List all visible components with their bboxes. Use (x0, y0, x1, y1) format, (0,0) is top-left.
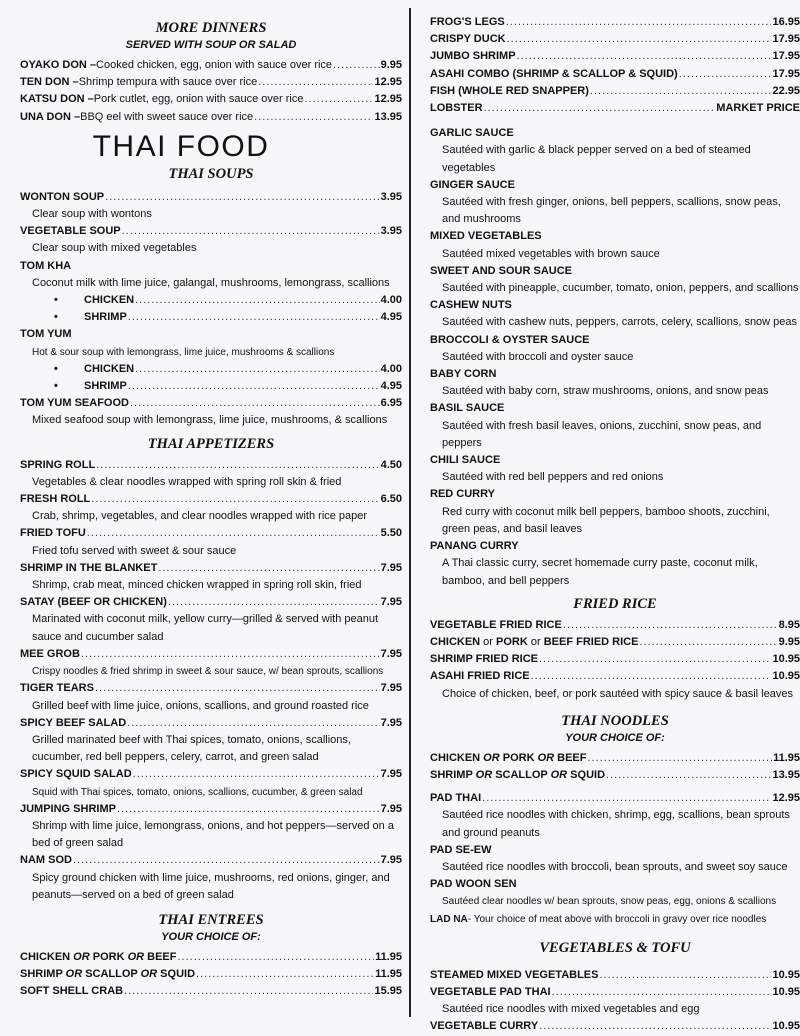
menu-item-tom-kha: TOM KHA (20, 259, 72, 272)
name-part: BEEF FRIED RICE (543, 635, 639, 648)
dot-leader (87, 525, 380, 542)
item-name: FRESH ROLL (20, 493, 91, 506)
menu-item-fried-rice (430, 634, 800, 651)
name-part: SQUID (157, 968, 196, 981)
item-description: Sautéed rice noodles with mixed vegetables and egg (442, 1003, 700, 1016)
menu-item-appetizer (20, 715, 402, 732)
option-price: 4.95 (380, 311, 402, 324)
dot-leader (539, 651, 771, 668)
menu-item-special (430, 31, 800, 48)
name-part: BEEF (144, 950, 177, 963)
menu-item-veg-tofu (430, 984, 800, 1001)
section-title-thai-noodles: THAI NOODLES (561, 712, 669, 729)
name-part: OR (483, 751, 500, 764)
item-name: TOM YUM SEAFOOD (20, 397, 129, 410)
item-price: 3.95 (380, 225, 402, 238)
item-name: CRISPY DUCK (430, 33, 506, 46)
name-part: OR (73, 950, 90, 963)
item-description: Coconut milk with lime juice, galangal, mushrooms, lemongrass, scallions (32, 276, 390, 289)
item-price: 13.95 (772, 768, 800, 781)
item-name: TEN DON – (20, 76, 79, 89)
item-description: Sautéed clear noodles w/ bean sprouts, snow peas, egg, onions & scallions (442, 896, 777, 908)
item-name: ASAHI COMBO (SHRIMP & SCALLOP & SQUID) (430, 67, 678, 80)
name-part: SCALLOP (82, 968, 141, 981)
dot-leader (254, 109, 373, 126)
menu-item-noodle-choice (430, 750, 800, 767)
dot-leader (606, 767, 771, 784)
option-name: • CHICKEN (54, 292, 134, 309)
item-price: 11.95 (375, 968, 402, 981)
option-tom-kha-chicken (20, 292, 402, 309)
item-name: SPICY BEEF SALAD (20, 716, 127, 729)
item-price: 12.95 (374, 93, 402, 106)
menu-item-dinner (20, 57, 402, 74)
option-tom-yum-shrimp (20, 378, 402, 395)
name-part: OR (537, 751, 555, 764)
item-price: 8.95 (778, 618, 800, 631)
fried-rice-list (430, 617, 800, 686)
dot-leader (482, 790, 771, 807)
name-part: SCALLOP (492, 768, 551, 781)
item-name (430, 617, 562, 634)
item-description: Clear soup with mixed vegetables (32, 242, 197, 255)
dot-leader (105, 189, 379, 206)
name-part: SHRIMP FRIED RICE (430, 653, 538, 666)
item-description: Sautéed rice noodles with broccoli, bean sprouts, and sweet soy sauce (442, 860, 788, 873)
menu-item-pad-woon-sen: PAD WOON SEN (430, 878, 517, 891)
dot-leader (135, 292, 379, 309)
dot-leader (590, 83, 772, 100)
sauce-name: PANANG CURRY (430, 540, 519, 553)
item-name: TIGER TEARS (20, 682, 94, 695)
sauce-description: Sautéed with broccoli and oyster sauce (442, 350, 634, 363)
sauce-name: CASHEW NUTS (430, 299, 512, 312)
item-name: SPRING ROLL (20, 458, 96, 471)
menu-item-noodle-choice (430, 767, 800, 784)
item-description: BBQ eel with sweet sauce over rice (80, 110, 254, 123)
dot-leader (517, 48, 772, 65)
name-part: CHICKEN (430, 635, 481, 648)
dot-leader (117, 801, 380, 818)
dot-leader (506, 14, 772, 31)
sauce-description: Sautéed with garlic & black pepper served on a bed of steamed vegetables (442, 144, 751, 174)
item-name: JUMBO SHRIMP (430, 50, 516, 63)
item-price: 9.95 (380, 59, 402, 71)
option-name: • CHICKEN (54, 361, 134, 378)
item-price: 9.95 (778, 635, 800, 648)
item-name: PAD THAI (430, 792, 482, 805)
dot-leader (73, 852, 380, 869)
name-part: ASAHI FRIED RICE (430, 670, 530, 683)
item-name: NAM SOD (20, 854, 72, 867)
sauce-name: CHILI SAUCE (430, 454, 501, 467)
item-price: 3.95 (380, 190, 402, 203)
dot-leader (135, 361, 379, 378)
item-name: MEE GROB (20, 647, 80, 660)
item-price: 15.95 (374, 985, 402, 998)
item-description: - Your choice of meat above with broccoli in gravy over rice noodles (467, 913, 767, 925)
dot-leader (552, 984, 772, 1001)
dot-leader (122, 223, 380, 240)
dot-leader (196, 966, 374, 983)
name-part: SOFT SHELL CRAB (20, 985, 124, 998)
dot-leader (128, 378, 380, 395)
name-part: OR (550, 768, 568, 781)
item-description: Fried tofu served with sweet & sour sauce (32, 544, 237, 557)
dot-leader (128, 309, 380, 326)
item-name: FROG'S LEGS (430, 16, 505, 28)
menu-item-entree (20, 949, 402, 966)
menu-item-entree (20, 983, 402, 1000)
item-description: Shrimp with lime juice, lemongrass, onions, and hot peppers—served on a bed of green salad (32, 819, 394, 850)
item-price: 7.95 (380, 596, 402, 609)
menu-item-appetizer (20, 852, 402, 869)
name-part: CHICKEN (430, 751, 484, 764)
menu-item-veg-tofu (430, 967, 800, 984)
section-subtitle-thai-entrees: YOUR CHOICE OF: (161, 930, 261, 943)
item-price: 11.95 (773, 751, 800, 764)
item-price: 22.95 (772, 84, 800, 97)
sauce-description: Sautéed mixed vegetables with brown sauce (442, 247, 660, 260)
item-name: VEGETABLE CURRY (430, 1020, 539, 1033)
section-title-more-dinners: MORE DINNERS (155, 20, 267, 36)
dot-leader (258, 74, 373, 91)
menu-item-entree (20, 966, 402, 983)
column-divider (409, 8, 411, 1017)
item-description: Cooked chicken, egg, onion with sauce over rice (96, 59, 333, 71)
item-name (430, 651, 538, 668)
item-name: FISH (WHOLE RED SNAPPER) (430, 84, 589, 97)
item-description: Pork cutlet, egg, onion with sauce over rice (93, 93, 304, 106)
name-part: CHICKEN (20, 950, 74, 963)
menu-item-appetizer (20, 766, 402, 783)
fried-rice-note: Choice of chicken, beef, or pork sautéed with spicy sauce & basil leaves (442, 687, 793, 700)
item-description: Grilled marinated beef with Thai spices, tomato, onions, scallions, cucumber, red bell peppers, celery, carrot, and green salad (32, 733, 351, 764)
sauce-name: MIXED VEGETABLES (430, 230, 542, 243)
item-price: MARKET PRICE (716, 102, 800, 115)
dot-leader (333, 57, 380, 74)
dot-leader (304, 91, 373, 108)
menu-item-fried-rice (430, 668, 800, 685)
menu-item-special (430, 66, 800, 83)
dot-leader (133, 766, 380, 783)
item-price: 17.95 (772, 33, 800, 46)
item-price: 4.50 (380, 458, 402, 471)
section-title-vegetables-tofu: VEGETABLES & TOFU (539, 939, 691, 956)
option-price: 4.00 (380, 294, 402, 307)
item-name: JUMPING SHRIMP (20, 802, 116, 815)
menu-item-dinner (20, 109, 402, 126)
dot-leader (639, 634, 777, 651)
item-name: LOBSTER (430, 102, 483, 115)
menu-item-lad-na (430, 911, 800, 928)
item-description: Spicy ground chicken with lime juice, mushrooms, red onions, ginger, and peanuts—served on a bed of green salad (32, 871, 390, 901)
dot-leader (177, 949, 374, 966)
dot-leader (679, 66, 772, 83)
item-price: 10.95 (772, 1020, 800, 1033)
item-price: 7.95 (380, 561, 402, 574)
name-part: SHRIMP (430, 768, 476, 781)
item-name: SPICY SQUID SALAD (20, 768, 132, 781)
sauce-name: GARLIC SAUCE (430, 127, 514, 140)
dot-leader (168, 594, 380, 611)
item-description: Clear soup with wontons (32, 208, 152, 221)
item-name (430, 750, 586, 767)
menu-item-appetizer (20, 525, 402, 542)
item-price: 12.95 (772, 792, 800, 805)
item-name: LAD NA (430, 913, 468, 925)
sauce-description: Sautéed with baby corn, straw mushrooms, onions, and snow peas (442, 385, 769, 398)
item-name: FRIED TOFU (20, 527, 86, 540)
thai-entrees-list (20, 949, 402, 1001)
sauce-description: Sautéed with pineapple, cucumber, tomato, onion, peppers, and scallions (442, 282, 799, 295)
dot-leader (96, 457, 379, 474)
sauce-description: A Thai classic curry, secret homemade curry paste, coconut milk, bamboo, and bell peppers (442, 557, 758, 587)
item-price: 7.95 (380, 802, 402, 815)
section-title-fried-rice: FRIED RICE (573, 595, 657, 612)
menu-item-dinner (20, 91, 402, 108)
option-price: 4.95 (380, 380, 402, 393)
sauce-name: BABY CORN (430, 368, 497, 381)
item-name: VEGETABLE SOUP (20, 225, 121, 238)
menu-item-fried-rice (430, 651, 800, 668)
menu-item-special (430, 48, 800, 65)
name-part: PORK (89, 950, 128, 963)
menu-item-tom-yum-seafood (20, 395, 402, 412)
sauces-list (430, 125, 800, 589)
dot-leader (127, 715, 379, 732)
item-description: Squid with Thai spices, tomato, onions, scallions, cucumber, & green salad (32, 786, 363, 798)
item-description: Shrimp, crab meat, minced chicken wrapped in spring roll skin, fried (32, 579, 362, 592)
dot-leader (158, 560, 379, 577)
item-name: STEAMED MIXED VEGETABLES (430, 968, 599, 981)
menu-item-pad-thai (430, 790, 800, 807)
section-title-thai-entrees: THAI ENTREES (158, 911, 264, 928)
dot-leader (587, 750, 772, 767)
item-price: 6.95 (380, 397, 402, 410)
sauce-description: Sautéed with fresh ginger, onions, bell peppers, scallions, snow peas, and mushrooms (442, 196, 781, 226)
item-name (20, 949, 176, 966)
name-part: BEEF (554, 751, 587, 764)
dot-leader (81, 646, 380, 663)
item-name: KATSU DON – (20, 93, 94, 106)
dot-leader (484, 100, 716, 117)
item-price: 16.95 (772, 16, 800, 28)
right-column (416, 0, 800, 1033)
menu-item-appetizer (20, 457, 402, 474)
menu-item-tom-yum: TOM YUM (20, 328, 72, 341)
name-part: PORK (496, 635, 528, 648)
specials-list (430, 14, 800, 117)
menu-item-dinner (20, 74, 402, 91)
item-name (20, 966, 195, 983)
item-name: OYAKO DON – (20, 59, 97, 71)
sauce-description: Sautéed with fresh basil leaves, onions, zucchini, snow peas, and peppers (442, 419, 762, 449)
name-part: VEGETABLE FRIED RICE (430, 618, 562, 631)
sauce-description: Sautéed with cashew nuts, peppers, carrots, celery, scallions, snow peas (442, 316, 798, 329)
item-price: 7.95 (380, 716, 402, 729)
item-description: Grilled beef with lime juice, onions, scallions, and ground roasted rice (32, 699, 369, 712)
noodle-choices-list (430, 750, 800, 784)
option-tom-kha-shrimp (20, 309, 402, 326)
item-name: SATAY (BEEF OR CHICKEN) (20, 596, 167, 609)
thai-appetizers-list (20, 457, 402, 904)
menu-item-appetizer (20, 560, 402, 577)
more-dinners-list (20, 57, 402, 126)
name-part: OR (140, 968, 158, 981)
item-name: VEGETABLE PAD THAI (430, 985, 551, 998)
item-description: Marinated with coconut milk, yellow curry—grilled & served with peanut sauce and cucumber salad (32, 613, 379, 643)
dot-leader (531, 668, 772, 685)
section-subtitle-more-dinners: SERVED WITH SOUP OR SALAD (125, 39, 297, 51)
sauce-name: BROCCOLI & OYSTER SAUCE (430, 333, 590, 346)
item-price: 11.95 (375, 950, 402, 963)
dot-leader (95, 680, 380, 697)
menu-item-fried-rice (430, 617, 800, 634)
menu-item-special (430, 100, 800, 117)
name-part: SHRIMP (20, 968, 66, 981)
option-price: 4.00 (380, 362, 402, 375)
name-part: PORK (499, 751, 538, 764)
item-name: UNA DON – (20, 110, 81, 123)
menu-item-wonton-soup (20, 189, 402, 206)
item-name: WONTON SOUP (20, 190, 105, 203)
name-part: OR (475, 768, 493, 781)
sauce-description: Red curry with coconut milk bell peppers, bamboo shoots, zucchini, green peas, and basil leaves (442, 505, 770, 535)
menu-item-appetizer (20, 801, 402, 818)
item-price: 17.95 (772, 50, 800, 63)
menu-item-veg-tofu (430, 1018, 800, 1035)
item-price: 10.95 (772, 653, 800, 666)
sauce-description: Sautéed with red bell peppers and red onions (442, 471, 664, 484)
menu-item-vegetable-soup (20, 223, 402, 240)
option-tom-yum-chicken (20, 361, 402, 378)
item-price: 7.95 (380, 854, 402, 867)
item-description: Vegetables & clear noodles wrapped with spring roll skin & fried (32, 475, 342, 488)
item-price: 6.50 (380, 493, 402, 506)
option-name: • SHRIMP (54, 378, 127, 395)
item-price: 5.50 (380, 527, 402, 540)
item-description: Hot & sour soup with lemongrass, lime juice, mushrooms & scallions (32, 346, 335, 358)
item-price: 13.95 (374, 110, 402, 123)
dot-leader (539, 1018, 771, 1035)
menu-item-special (430, 14, 800, 31)
item-name (430, 767, 605, 784)
dot-leader (91, 491, 379, 508)
thai-food-title: THAI FOOD (92, 129, 270, 163)
item-price: 10.95 (772, 670, 800, 683)
name-part: OR (127, 950, 145, 963)
item-price: 7.95 (380, 647, 402, 660)
item-price: 10.95 (772, 985, 800, 998)
name-part: OR (65, 968, 83, 981)
item-name (430, 668, 530, 685)
item-name (20, 983, 123, 1000)
sauce-name: GINGER SAUCE (430, 178, 515, 191)
name-part: or (527, 635, 544, 648)
item-description: Shrimp tempura with sauce over rice (78, 76, 258, 89)
menu-item-appetizer (20, 680, 402, 697)
item-description: Crispy noodles & fried shrimp in sweet & sour sauce, w/ bean sprouts, scallions (32, 666, 384, 678)
sauce-name: SWEET AND SOUR SAUCE (430, 264, 572, 277)
sauce-name: BASIL SAUCE (430, 402, 505, 415)
item-price: 12.95 (374, 76, 402, 89)
item-description: Crab, shrimp, vegetables, and clear noodles wrapped with rice paper (32, 510, 368, 523)
vegetables-tofu-list (430, 967, 800, 1036)
item-price: 7.95 (380, 768, 402, 781)
dot-leader (563, 617, 778, 634)
item-price: 17.95 (772, 67, 800, 80)
menu-item-pad-se-ew: PAD SE-EW (430, 843, 492, 856)
section-title-thai-appetizers: THAI APPETIZERS (147, 435, 275, 452)
menu-item-appetizer (20, 646, 402, 663)
menu-item-special (430, 83, 800, 100)
name-part: or (480, 635, 497, 648)
section-title-thai-soups: THAI SOUPS (168, 165, 254, 182)
dot-leader (599, 967, 771, 984)
item-name: SHRIMP IN THE BLANKET (20, 561, 158, 574)
item-name (430, 634, 638, 651)
menu-item-appetizer (20, 594, 402, 611)
option-name: • SHRIMP (54, 309, 127, 326)
item-price: 7.95 (380, 682, 402, 695)
sauce-name: RED CURRY (430, 488, 495, 501)
item-description: Mixed seafood soup with lemongrass, lime juice, mushrooms, & scallions (32, 414, 388, 427)
menu-item-appetizer (20, 491, 402, 508)
dot-leader (507, 31, 772, 48)
dot-leader (130, 395, 380, 412)
dot-leader (124, 983, 373, 1000)
item-price: 10.95 (772, 968, 800, 981)
name-part: SQUID (567, 768, 606, 781)
item-description: Sautéed rice noodles with chicken, shrimp, egg, scallions, bean sprouts and ground peanuts (442, 809, 790, 839)
section-subtitle-thai-noodles: YOUR CHOICE OF: (565, 731, 665, 744)
